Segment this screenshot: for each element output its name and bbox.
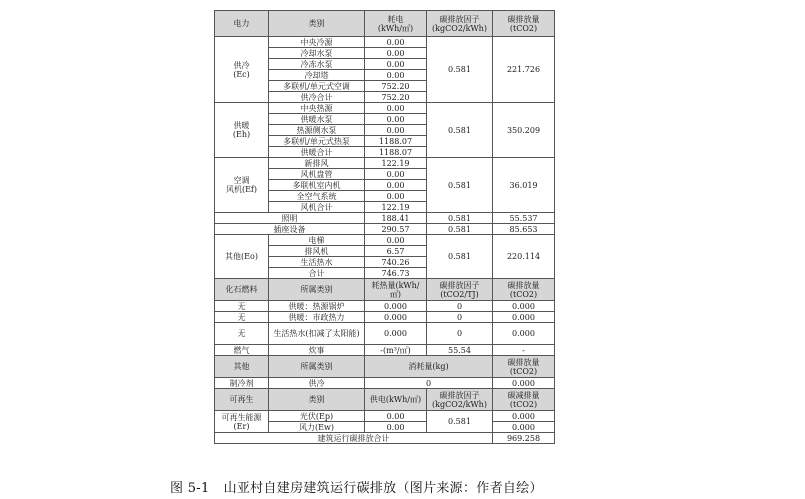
item-label: 全空气系统 xyxy=(269,191,365,202)
header-cell: 其他 xyxy=(215,356,269,378)
figure-number: 图 5-1 xyxy=(170,481,210,496)
item-label: 供冷合计 xyxy=(269,92,365,103)
item-value: 752.20 xyxy=(365,92,427,103)
factor-cell: 0.581 xyxy=(427,103,493,158)
item-value: 0.00 xyxy=(365,37,427,48)
item-value: 0.00 xyxy=(365,191,427,202)
table-row xyxy=(215,235,555,246)
item-value: 122.19 xyxy=(365,158,427,169)
factor-cell: 0.581 xyxy=(427,411,493,433)
item-value: 6.57 xyxy=(365,246,427,257)
emission-cell: 0.000 xyxy=(493,301,555,312)
item-label: 风机合计 xyxy=(269,202,365,213)
table-row xyxy=(215,158,555,169)
item-value: 290.57 xyxy=(365,224,427,235)
emission-cell: 0.000 xyxy=(493,312,555,323)
item-label: 中央冷源 xyxy=(269,37,365,48)
group-name-cell: 其他(Eo) xyxy=(215,235,269,279)
factor-cell: 0.581 xyxy=(427,158,493,213)
table-row xyxy=(215,213,555,224)
header-cell: 耗电 (kWh/㎡) xyxy=(365,11,427,37)
factor-cell: 0.581 xyxy=(427,37,493,103)
emission-cell: 350.209 xyxy=(493,103,555,158)
heat-cell: 0.000 xyxy=(365,323,427,345)
header-cell: 碳减排量 (tCO2) xyxy=(493,389,555,411)
table-row xyxy=(215,224,555,235)
category-cell: 炊事 xyxy=(269,345,365,356)
other-header-row xyxy=(215,356,555,378)
total-value: 969.258 xyxy=(493,433,555,444)
emission-cell: 0.000 xyxy=(493,422,555,433)
total-label: 建筑运行碳排放合计 xyxy=(215,433,493,444)
item-value: 188.41 xyxy=(365,213,427,224)
category-cell: 供暖：热源锅炉 xyxy=(269,301,365,312)
table-row xyxy=(215,301,555,312)
header-cell: 所属类别 xyxy=(269,356,365,378)
heat-cell: 0.000 xyxy=(365,312,427,323)
header-cell: 供电(kWh/㎡) xyxy=(365,389,427,411)
factor-cell: 0 xyxy=(427,301,493,312)
item-label: 合计 xyxy=(269,268,365,279)
emission-cell: 55.537 xyxy=(493,213,555,224)
emission-cell: 85.653 xyxy=(493,224,555,235)
item-value: 0.00 xyxy=(365,103,427,114)
category-cell: 供冷 xyxy=(269,378,365,389)
fuel-cell: 燃气 xyxy=(215,345,269,356)
item-label: 照明 xyxy=(215,213,365,224)
emission-cell: 220.114 xyxy=(493,235,555,279)
figure-caption xyxy=(170,477,543,496)
item-label: 冷却水泵 xyxy=(269,48,365,59)
group-name-cell: 可再生能源 (Er) xyxy=(215,411,269,433)
category-cell: 生活热水(扣减了太阳能) xyxy=(269,323,365,345)
fuel-cell: 无 xyxy=(215,312,269,323)
item-label: 新排风 xyxy=(269,158,365,169)
item-value: 0.00 xyxy=(365,180,427,191)
header-cell: 消耗量(kg) xyxy=(365,356,493,378)
header-cell: 可再生 xyxy=(215,389,269,411)
item-value: 0.00 xyxy=(365,114,427,125)
item-label: 光伏(Ep) xyxy=(269,411,365,422)
item-value: 0.00 xyxy=(365,411,427,422)
item-value: 0.00 xyxy=(365,70,427,81)
item-label: 冷却塔 xyxy=(269,70,365,81)
factor-cell: 0 xyxy=(427,312,493,323)
carbon-emission-table xyxy=(214,10,555,444)
emission-cell: 0.000 xyxy=(493,323,555,345)
factor-cell: 0.581 xyxy=(427,224,493,235)
fuel-cell: 无 xyxy=(215,323,269,345)
header-cell: 电力 xyxy=(215,11,269,37)
total-row xyxy=(215,433,555,444)
header-cell: 碳排放量 (tCO2) xyxy=(493,356,555,378)
table-row xyxy=(215,345,555,356)
table-row xyxy=(215,103,555,114)
item-value: 1188.07 xyxy=(365,136,427,147)
item-label: 多联机/单元式空调 xyxy=(269,81,365,92)
item-label: 插座设备 xyxy=(215,224,365,235)
factor-cell: 0.581 xyxy=(427,213,493,224)
item-label: 中央热源 xyxy=(269,103,365,114)
table-row xyxy=(215,37,555,48)
item-value: 740.26 xyxy=(365,257,427,268)
item-label: 供暖水泵 xyxy=(269,114,365,125)
item-value: 746.73 xyxy=(365,268,427,279)
item-value: 0.00 xyxy=(365,48,427,59)
item-label: 热源侧水泵 xyxy=(269,125,365,136)
emission-cell: 0.000 xyxy=(493,411,555,422)
item-label: 多联机/单元式热泵 xyxy=(269,136,365,147)
item-value: 1188.07 xyxy=(365,147,427,158)
table-row xyxy=(215,378,555,389)
header-cell: 碳排放因子 (tCO2/TJ) xyxy=(427,279,493,301)
header-cell: 碳排放因子 (kgCO2/kWh) xyxy=(427,11,493,37)
factor-cell: 0.581 xyxy=(427,235,493,279)
table-row xyxy=(215,323,555,345)
fossil-header-row xyxy=(215,279,555,301)
item-value: 0.00 xyxy=(365,235,427,246)
item-label: 冷冻水泵 xyxy=(269,59,365,70)
item-cell: 制冷剂 xyxy=(215,378,269,389)
header-cell: 碳排放量 (tCO2) xyxy=(493,279,555,301)
heat-cell: 0.000 xyxy=(365,301,427,312)
emission-cell: 221.726 xyxy=(493,37,555,103)
group-name-cell: 供冷 (Ec) xyxy=(215,37,269,103)
emission-cell: - xyxy=(493,345,555,356)
group-name-cell: 供暖 (Eh) xyxy=(215,103,269,158)
item-label: 供暖合计 xyxy=(269,147,365,158)
item-label: 排风机 xyxy=(269,246,365,257)
emission-cell: 36.019 xyxy=(493,158,555,213)
factor-cell: 0 xyxy=(427,323,493,345)
item-label: 风机盘管 xyxy=(269,169,365,180)
header-cell: 碳排放量 (tCO2) xyxy=(493,11,555,37)
fuel-cell: 无 xyxy=(215,301,269,312)
item-value: 0.00 xyxy=(365,422,427,433)
header-cell: 类别 xyxy=(269,389,365,411)
consumption-cell: 0 xyxy=(365,378,493,389)
item-label: 风力(Ew) xyxy=(269,422,365,433)
emission-cell: 0.000 xyxy=(493,378,555,389)
header-cell: 所属类别 xyxy=(269,279,365,301)
item-value: 752.20 xyxy=(365,81,427,92)
item-label: 多联机室内机 xyxy=(269,180,365,191)
table-row xyxy=(215,312,555,323)
item-label: 生活热水 xyxy=(269,257,365,268)
renew-header-row xyxy=(215,389,555,411)
group-name-cell: 空调 风机(Ef) xyxy=(215,158,269,213)
heat-cell: -(m³/㎡) xyxy=(365,345,427,356)
power-header-row xyxy=(215,11,555,37)
item-value: 0.00 xyxy=(365,169,427,180)
header-cell: 化石燃料 xyxy=(215,279,269,301)
item-value: 0.00 xyxy=(365,125,427,136)
header-cell: 耗热量(kWh/ ㎡) xyxy=(365,279,427,301)
item-label: 电梯 xyxy=(269,235,365,246)
category-cell: 供暖：市政热力 xyxy=(269,312,365,323)
header-cell: 碳排放因子 (kgCO2/kWh) xyxy=(427,389,493,411)
figure-caption-text: 山亚村自建房建筑运行碳排放（图片来源：作者自绘） xyxy=(223,481,543,496)
factor-cell: 55.54 xyxy=(427,345,493,356)
table-row xyxy=(215,411,555,422)
item-value: 122.19 xyxy=(365,202,427,213)
item-value: 0.00 xyxy=(365,59,427,70)
header-cell: 类别 xyxy=(269,11,365,37)
